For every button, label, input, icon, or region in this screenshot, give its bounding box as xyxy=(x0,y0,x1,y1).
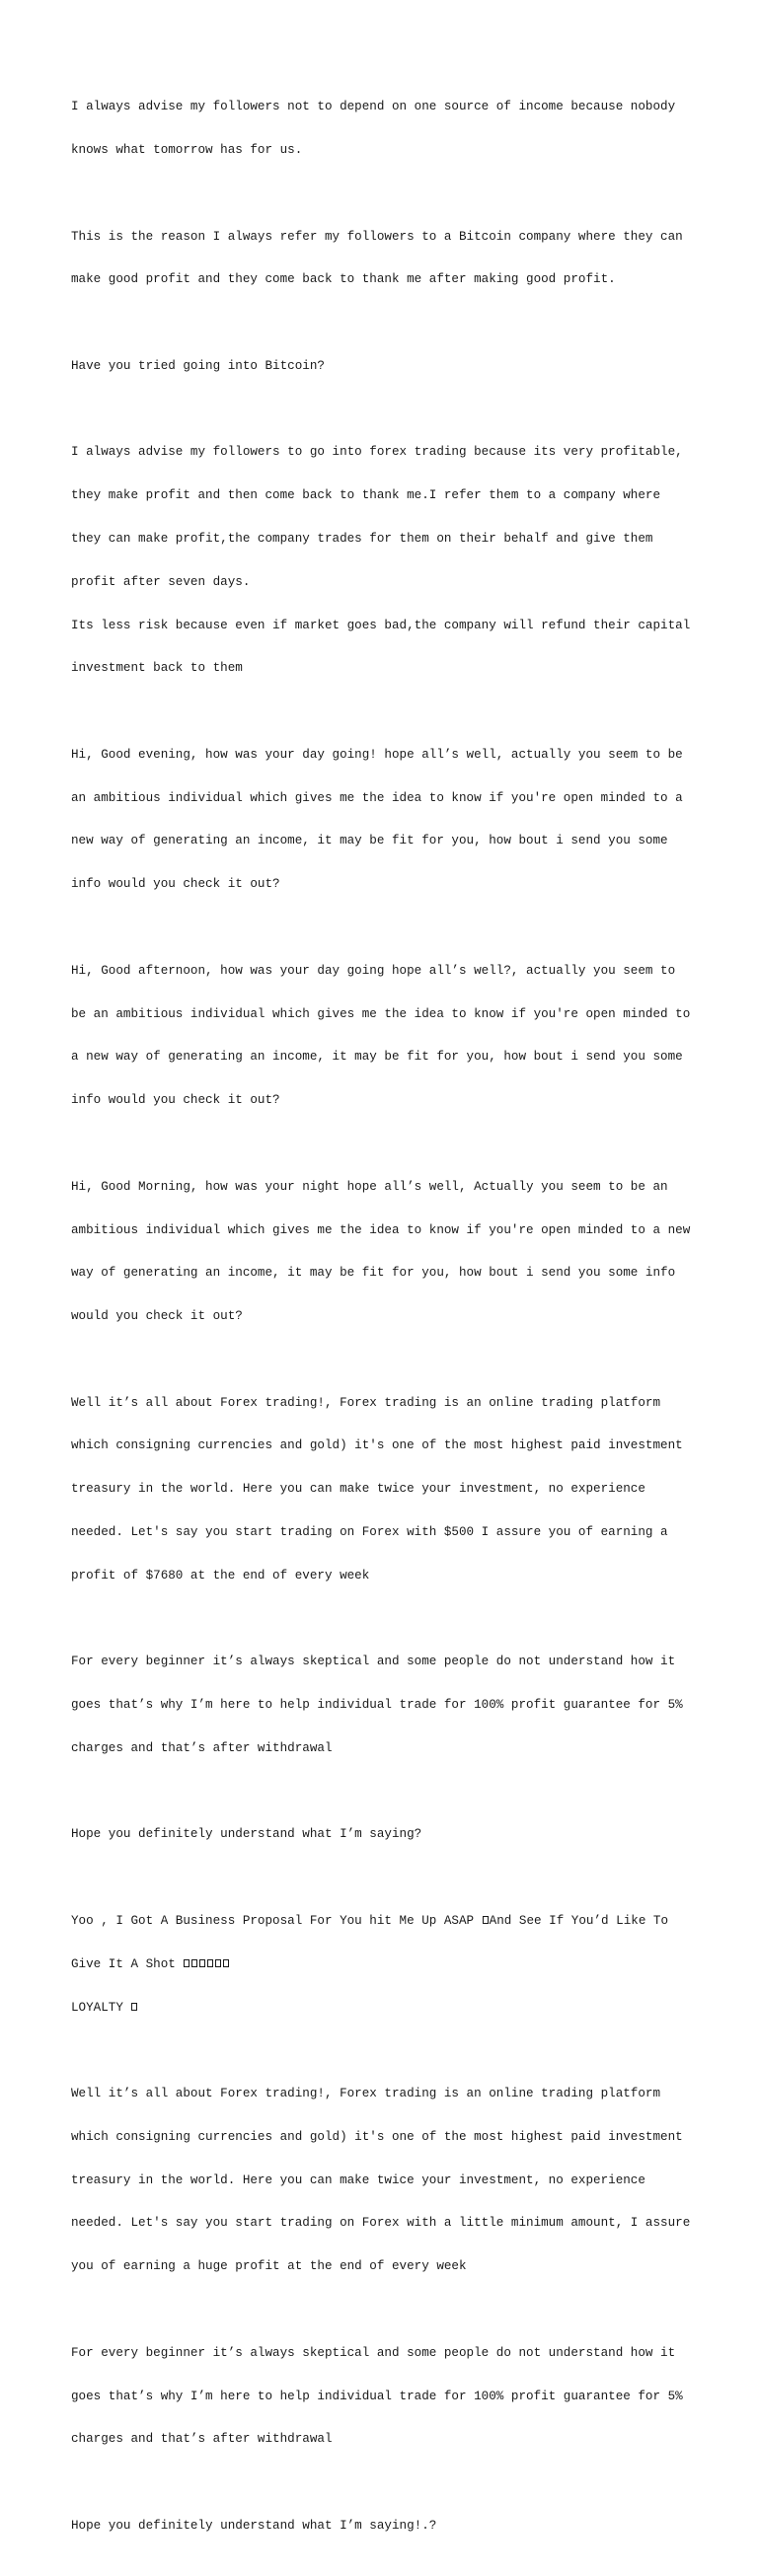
proposal-text: And See If You’d Like To xyxy=(489,1914,669,1928)
text-line: goes that’s why I’m here to help individual trade for 100% profit guarantee for 5% xyxy=(71,1698,683,1713)
text-line: Hi, Good Morning, how was your night hope all’s well, Actually you seem to be an xyxy=(71,1179,668,1194)
missing-glyph-icon xyxy=(199,1959,205,1967)
paragraph-forex-pitch-2 xyxy=(71,2058,699,2303)
text-line: needed. Let's say you start trading on Forex with $500 I assure you of earning a xyxy=(71,1524,668,1539)
missing-glyph-icon xyxy=(207,1959,213,1967)
text-line xyxy=(71,1957,699,1972)
text-line: charges and that’s after withdrawal xyxy=(71,1740,333,1755)
text-line: they make profit and then come back to thank me.I refer them to a company where xyxy=(71,488,661,503)
text-line: info would you check it out? xyxy=(71,1093,280,1108)
text-line: be an ambitious individual which gives me the idea to know if you're open minded to xyxy=(71,1006,691,1021)
proposal-text: Give It A Shot xyxy=(71,1956,184,1971)
text-line: knows what tomorrow has for us. xyxy=(71,142,303,157)
missing-glyph-icon xyxy=(223,1959,229,1967)
missing-glyph-icon xyxy=(131,2003,137,2011)
text-line: treasury in the world. Here you can make twice your investment, no experience xyxy=(71,2172,645,2187)
text-line: info would you check it out? xyxy=(71,877,280,892)
text-line: ambitious individual which gives me the idea to know if you're open minded to a new xyxy=(71,1222,691,1237)
text-line: Well it’s all about Forex trading!, Forex trading is an online trading platform xyxy=(71,2087,661,2101)
paragraph-good-morning xyxy=(71,1151,699,1353)
text-line: profit after seven days. xyxy=(71,574,251,589)
text-line: investment back to them xyxy=(71,661,243,676)
paragraph-beginner-skeptical-2 xyxy=(71,2318,699,2476)
text-line: For every beginner it’s always skeptical and some people do not understand how it xyxy=(71,2345,676,2360)
missing-glyph-icon xyxy=(215,1959,221,1967)
text-line xyxy=(71,2001,699,2016)
paragraph-hope-understand-2 xyxy=(71,2490,699,2562)
paragraph-forex-advice xyxy=(71,416,699,704)
proposal-text: LOYALTY xyxy=(71,2000,131,2015)
paragraph-good-evening xyxy=(71,719,699,920)
paragraph-hope-understand xyxy=(71,1799,699,1871)
paragraph-bitcoin-company xyxy=(71,200,699,316)
text-line: Well it’s all about Forex trading!, Forex trading is an online trading platform xyxy=(71,1395,661,1410)
text-line: which consigning currencies and gold) it's one of the most highest paid investment xyxy=(71,1438,683,1453)
text-line: an ambitious individual which gives me the idea to know if you're open minded to a xyxy=(71,790,683,805)
text-line: Hope you definitely understand what I’m saying? xyxy=(71,1827,422,1842)
text-line: would you check it out? xyxy=(71,1309,243,1324)
paragraph-income-sources xyxy=(71,71,699,186)
text-line: make good profit and they come back to thank me after making good profit. xyxy=(71,272,616,287)
text-line: I always advise my followers not to depend on one source of income because nobody xyxy=(71,100,676,114)
missing-glyph-icon xyxy=(483,1916,489,1924)
paragraph-beginner-skeptical xyxy=(71,1626,699,1785)
text-line: This is the reason I always refer my followers to a Bitcoin company where they can xyxy=(71,229,683,244)
text-line: Have you tried going into Bitcoin? xyxy=(71,358,325,373)
text-line: Its less risk because even if market goes bad,the company will refund their capital xyxy=(71,618,691,632)
paragraph-bitcoin-question xyxy=(71,331,699,403)
text-line: profit of $7680 at the end of every week xyxy=(71,1568,370,1582)
text-line: For every beginner it’s always skeptical and some people do not understand how it xyxy=(71,1655,676,1669)
text-line: needed. Let's say you start trading on Forex with a little minimum amount, I assure xyxy=(71,2216,691,2231)
text-line: Hope you definitely understand what I’m saying!.? xyxy=(71,2518,437,2533)
document-body xyxy=(71,71,699,2576)
text-line xyxy=(71,1914,699,1929)
paragraph-good-afternoon xyxy=(71,935,699,1137)
text-line: you of earning a huge profit at the end of every week xyxy=(71,2259,467,2274)
paragraph-forex-pitch xyxy=(71,1366,699,1611)
text-line: way of generating an income, it may be fit for you, how bout i send you some info xyxy=(71,1266,676,1281)
proposal-text: Yoo , I Got A Business Proposal For You hit Me Up ASAP xyxy=(71,1914,482,1928)
text-line: charges and that’s after withdrawal xyxy=(71,2432,333,2447)
text-line: I always advise my followers to go into forex trading because its very profitable, xyxy=(71,445,683,460)
text-line: treasury in the world. Here you can make twice your investment, no experience xyxy=(71,1482,645,1497)
text-line: new way of generating an income, it may be fit for you, how bout i send you some xyxy=(71,834,668,848)
text-line: Hi, Good evening, how was your day going! hope all’s well, actually you seem to be xyxy=(71,747,683,762)
missing-glyph-icon xyxy=(184,1959,190,1967)
text-line: which consigning currencies and gold) it's one of the most highest paid investment xyxy=(71,2129,683,2144)
text-line: Hi, Good afternoon, how was your day going hope all’s well?, actually you seem to xyxy=(71,963,676,978)
text-line: a new way of generating an income, it may be fit for you, how bout i send you some xyxy=(71,1050,683,1065)
text-line: goes that’s why I’m here to help individual trade for 100% profit guarantee for 5% xyxy=(71,2389,683,2403)
missing-glyph-icon xyxy=(191,1959,197,1967)
paragraph-business-proposal xyxy=(71,1885,699,2044)
text-line: they can make profit,the company trades for them on their behalf and give them xyxy=(71,532,653,546)
